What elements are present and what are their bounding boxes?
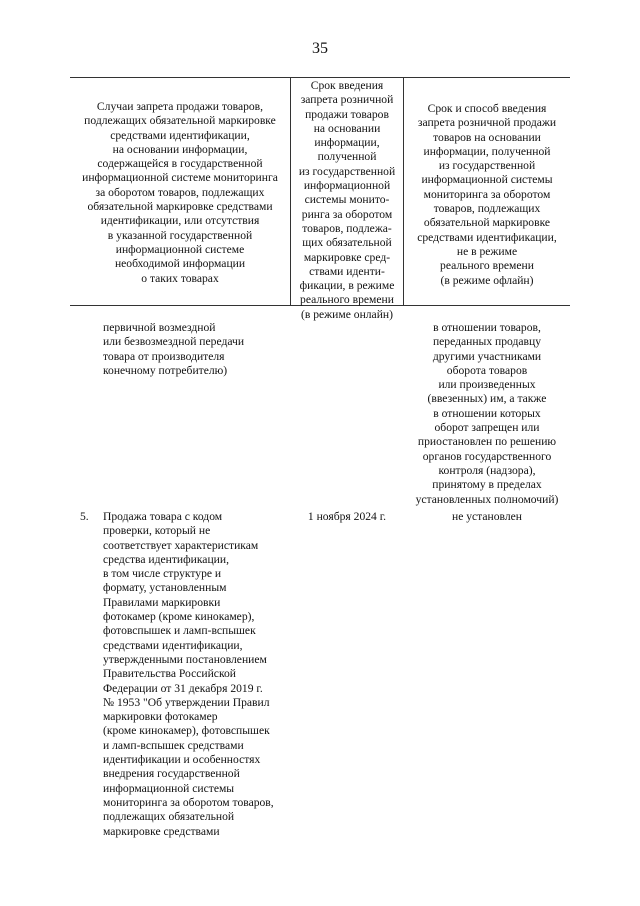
row5-number: 5. — [80, 510, 89, 523]
row5-col3: не установлен — [451, 510, 522, 523]
row5-col1: Продажа товара с кодом проверки, который не соответствует характеристикам средства идентификации, в том числе структуре и формату, установленным Правилами маркировки фотокамер (кроме кинокамер), фотовспышек и ламп-вспышек средствами идентификации, утвержденными постановлением Правительства Российской Федерации от 31 декабря 2019 г. № 1953 "Об утверждении Правил маркировки фотокамер (кроме кинокамер), фотовспышек и ламп-вспышек средствами идентификации и особенностях внедрения государственной информационной системы мониторинга за оборотом товаров, подлежащих обязательной маркировке средствами — [103, 510, 274, 838]
header-col2: Срок введения запрета розничной продажи товаров на основании информации, полученной из государственной информационной системы монито- ринга за оборотом товаров, подлежа- щих обязательной маркировке сред- ствами иденти- фикации, в режиме реального времени (в режиме онлайн) — [298, 79, 396, 321]
continuation-col3: в отношении товаров, переданных продавцу другими участниками оборота товаров или произведенных (ввезенных) им, а также в отношении которых оборот запрещен или приостановлен по решению органов государственного контроля (надзора), принятому в пределах установленных полномочий) — [415, 321, 559, 506]
page-number: 35 — [312, 40, 328, 57]
continuation-col1: первичной возмездной или безвозмездной передачи товара от производителя конечному потребителю) — [103, 321, 245, 377]
header-col3: Срок и способ введения запрета розничной продажи товаров на основании информации, полученной из государственной информационной системы мониторинга за оборотом товаров, подлежащих обязательной маркировке средствами идентификации, не в режиме реального времени (в режиме офлайн) — [417, 102, 557, 287]
row5-col2: 1 ноября 2024 г. — [307, 510, 387, 523]
header-col1: Случаи запрета продажи товаров, подлежащих обязательной маркировке средствами идентификации, на основании информации, содержащейся в государственной информационной системе мониторинга за оборотом товаров, подлежащих обязательной маркировке средствами идентификации, или отсутствия в указанной государственной информационной системе необходимой информации о таких товарах — [82, 100, 278, 285]
table-top-rule — [70, 77, 570, 78]
